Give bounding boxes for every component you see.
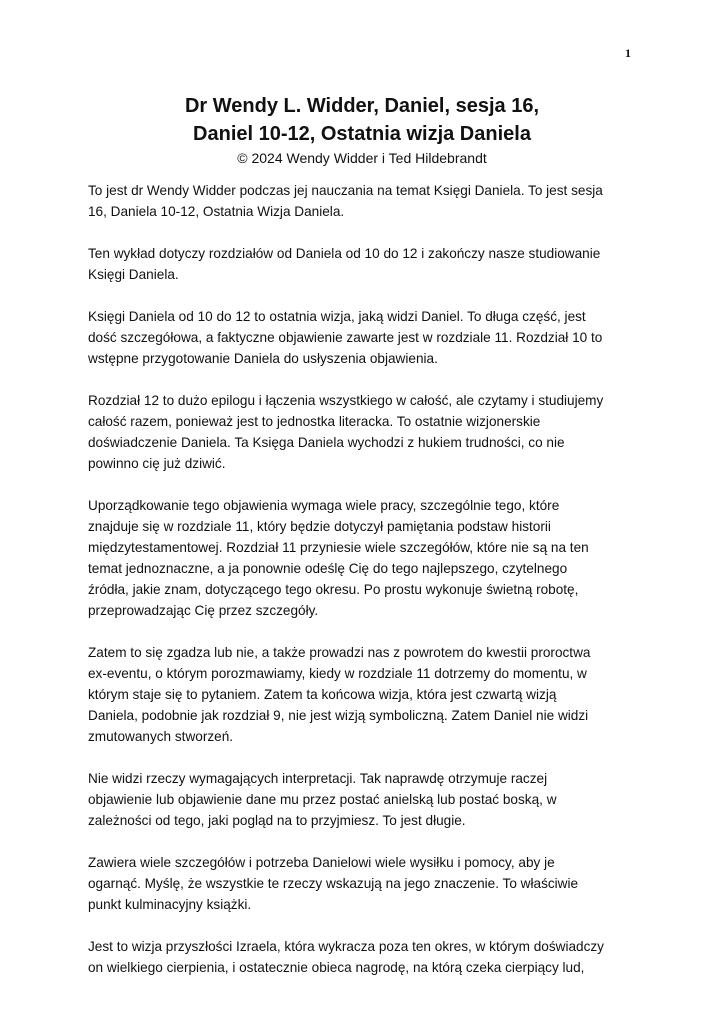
paragraph-line: Księgi Daniela od 10 do 12 to ostatnia wizja, jaką widzi Daniel. To długa część, jest <box>88 309 586 324</box>
body-text <box>88 180 636 999</box>
paragraph-line: punkt kulminacyjny książki. <box>88 897 252 912</box>
paragraph-line: Jest to wizja przyszłości Izraela, która wykracza poza ten okres, w którym doświadczy <box>88 939 604 954</box>
paragraph-line: źródła, jakie znam, dotyczącego tego okresu. Po prostu wykonuje świetną robotę, <box>88 582 579 597</box>
paragraph-line: Rozdział 12 to dużo epilogu i łączenia wszystkiego w całość, ale czytamy i studiujemy <box>88 393 604 408</box>
paragraph-line: zmutowanych stworzeń. <box>88 729 234 744</box>
document-title-line-1: Dr Wendy L. Widder, Daniel, sesja 16, <box>184 95 539 117</box>
paragraph-line: To jest dr Wendy Widder podczas jej nauczania na temat Księgi Daniela. To jest sesja <box>88 183 603 198</box>
paragraph-line: zależności od tego, jaki pogląd na to przyjmiesz. To jest długie. <box>88 813 466 828</box>
paragraph <box>88 243 636 285</box>
paragraph-line: ex-eventu, o którym porozmawiamy, kiedy w rozdziale 11 dotrzemy do momentu, w <box>88 666 587 681</box>
paragraph-line: całość razem, ponieważ jest to jednostka literacka. To ostatnie wizjonerskie <box>88 414 541 429</box>
paragraph-line: on wielkiego cierpienia, i ostatecznie obieca nagrodę, na którą czeka cierpiący lud, <box>88 960 585 975</box>
paragraph-line: Zawiera wiele szczegółów i potrzeba Danielowi wiele wysiłku i pomocy, aby je <box>88 855 555 870</box>
paragraph-line: doświadczenie Daniela. Ta Księga Daniela wychodzi z hukiem trudności, co nie <box>88 435 565 450</box>
paragraph <box>88 936 636 978</box>
paragraph-line: ogarnąć. Myślę, że wszystkie te rzeczy wskazują na jego znaczenie. To właściwie <box>88 876 579 891</box>
paragraph-line: powinno cię już dziwić. <box>88 456 226 471</box>
paragraph <box>88 180 636 222</box>
paragraph-line: Księgi Daniela. <box>88 267 179 282</box>
paragraph-line: 16, Daniela 10-12, Ostatnia Wizja Daniela. <box>88 204 345 219</box>
title-block <box>0 92 724 168</box>
paragraph-line: temat jednoznaczne, a ja ponownie odeślę Cię do tego najlepszego, czytelnego <box>88 561 568 576</box>
paragraph-line: międzytestamentowej. Rozdział 11 przyniesie wiele szczegółów, które nie są na ten <box>88 540 589 555</box>
paragraph-line: Daniela, podobnie jak rozdział 9, nie jest wizją symboliczną. Zatem Daniel nie widzi <box>88 708 589 723</box>
copyright-line: © 2024 Wendy Widder i Ted Hildebrandt <box>237 150 487 166</box>
paragraph-line: Nie widzi rzeczy wymagających interpretacji. Tak naprawdę otrzymuje raczej <box>88 771 548 786</box>
paragraph-line: Ten wykład dotyczy rozdziałów od Daniela od 10 do 12 i zakończy nasze studiowanie <box>88 246 601 261</box>
document-title-line-2: Daniel 10-12, Ostatnia wizja Daniela <box>193 123 531 145</box>
paragraph <box>88 768 636 831</box>
paragraph-line: Uporządkowanie tego objawienia wymaga wiele pracy, szczególnie tego, które <box>88 498 560 513</box>
paragraph-line: znajduje się w rozdziale 11, który będzie dotyczył pamiętania podstaw historii <box>88 519 551 534</box>
paragraph <box>88 852 636 915</box>
paragraph <box>88 495 636 621</box>
paragraph-line: dość szczegółowa, a faktyczne objawienie zawarte jest w rozdziale 11. Rozdział 10 to <box>88 330 603 345</box>
paragraph <box>88 642 636 747</box>
paragraph-line: Zatem to się zgadza lub nie, a także prowadzi nas z powrotem do kwestii proroctwa <box>88 645 591 660</box>
paragraph-line: przeprowadzając Cię przez szczegóły. <box>88 603 319 618</box>
paragraph-line: którym staje się to pytaniem. Zatem ta końcowa wizja, która jest czwartą wizją <box>88 687 557 702</box>
paragraph <box>88 390 636 474</box>
page-number: 1 <box>625 46 631 60</box>
paragraph-line: wstępne przygotowanie Daniela do usłyszenia objawienia. <box>88 351 438 366</box>
paragraph-line: objawienie lub objawienie dane mu przez postać anielską lub postać boską, w <box>88 792 557 807</box>
paragraph <box>88 306 636 369</box>
